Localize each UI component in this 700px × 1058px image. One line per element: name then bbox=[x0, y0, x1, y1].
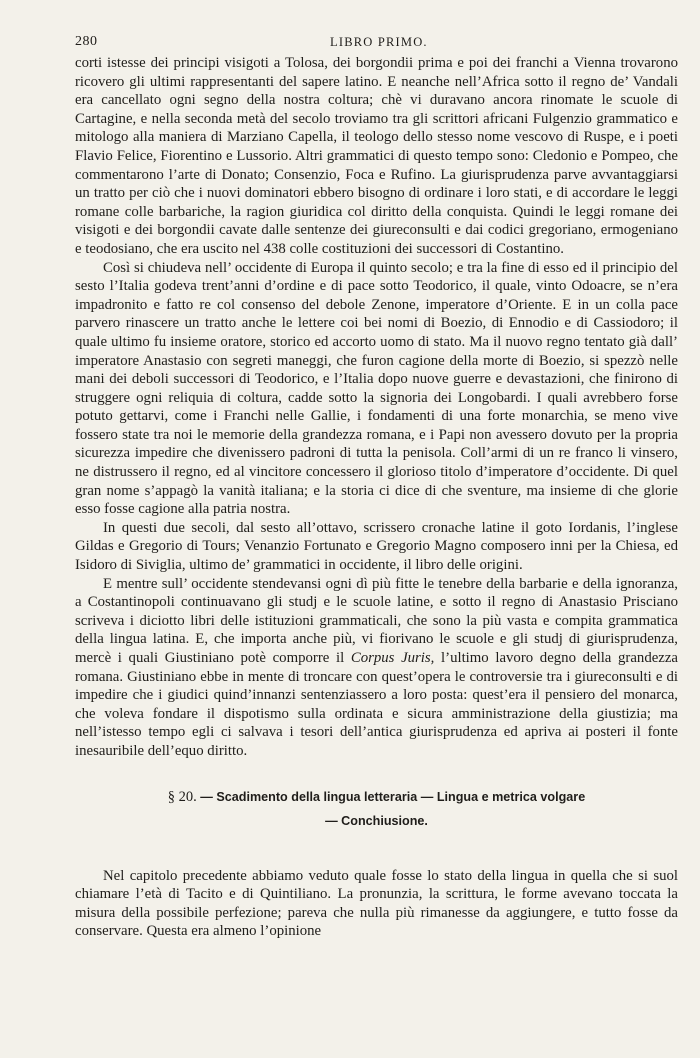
section-title-line-2: — Conchiusione. bbox=[325, 813, 428, 828]
text-segment: corti istesse dei principi visigoti a Tolosa, dei borgondii prima e poi dei franchi a Vienna trovarono ricovero gli ultimi rappresentanti del sapere latino. E neanche nell’Africa sotto il regno de’ Vandali era cancellato ogni segno della nostra coltura; chè vi duravano ancora rinomate le scuole di Cartagine, e nella seconda metà del secolo troviamo tra gli scrittori africani Fulgenzio grammatico e mitologo alla maniera di Marziano Capella, il teologo dello stesso nome vescovo di Ruspe, e i poeti Flavio Felice, Fiorentino e Lussorio. Altri grammatici di questo tempo sono: Cledonio e Pompeo, che commentarono l’arte di Donato; Consenzio, Foca e Rufino. La giurisprudenza parve avvantaggiarsi un tratto per ciò che i nuovi dominatori ebbero bisogno di ordinare i loro stati, e di accordare le leggi romane colle barbariche, la ragion giuridica col diritto della conquista. Quindi le leggi romane dei visigoti e dei borgondii cavate dalle sentenze dei giureconsulti e dai codici gregoriano, ermogeniano e teodosiano, che era uscito nel 438 colle costituzioni dei successori di Costantino. bbox=[75, 55, 678, 257]
running-head bbox=[75, 34, 678, 52]
body-text bbox=[75, 54, 678, 761]
body-paragraph bbox=[75, 54, 678, 259]
section-title-line-1: — Scadimento della lingua letteraria — Lingua e metrica volgare bbox=[200, 789, 586, 804]
text-segment: l’ultimo lavoro degno della grandezza romana. Giustiniano ebbe in mente di troncare con quest’opera le controversie tra i giureconsulti e di impedire che i giudici quind’innanzi sentenziassero a loro posta: quest’era il pensiero del monarca, che voleva fondare il dispotismo sulla ordinata e sicura amministrazione della giustizia; ma nell’istesso tempo egli ci salvava i tesori dell’antica giurisprudenza ed apriva ai posteri il fonte inesauribile dell’equo diritto. bbox=[75, 650, 678, 759]
text-segment: E mentre sull’ occidente stendevansi ogni dì più fitte le tenebre della barbarie e della ignoranza, a Costantinopoli continuavano gli studj e le scuole latine, e sotto il regno di Anastasio Prisciano scriveva i diciotto libri delle istituzioni grammaticali, che sono la più vasta e compita grammatica della lingua latina. E, che importa anche più, vi fiorivano le scuole e gli studj di giurisprudenza, mercè i quali Giustiniano potè comporre il bbox=[75, 575, 678, 666]
section-heading bbox=[75, 785, 678, 833]
body-paragraph bbox=[75, 575, 678, 761]
section-number: § 20. bbox=[167, 788, 197, 805]
text-segment: Così si chiudeva nell’ occidente di Europa il quinto secolo; e tra la fine di esso ed il principio del sesto l’Italia godeva trent’anni d’ordine e di pace sotto Teodorico, il quale, vinto Odoacre, se n’era impadronito e fatto re col consenso del debole Zenone, imperatore d’Oriente. E in un colla pace parvero rinascere un tratto anche le lettere coi bei nomi di Boezio, di Ennodio e di Cassiodoro; il quale ultimo fu insieme oratore, storico ed accorto uomo di stato. Ma il nuovo regno tentato già dall’ imperatore Anastasio con segreti maneggi, che furon cagione della morte di Boezio, si spezzò nelle mani dei deboli successori di Teodorico, e l’Italia dopo nuove guerre e devastazioni, che finirono di struggere ogni reliquia di coltura, cadde sotto la signoria dei Longobardi. I quali avrebbero forse potuto gettarvi, come i Franchi nelle Gallie, i fondamenti di una forte monarchia, se meno vive fossero state tra noi le memorie della grandezza romana, e i Papi non avessero dovuto per la propria sicurezza impedire che divenissero padroni di tutta la penisola. Coll’armi di un re franco li vinsero, ne distrussero il regno, ed al vincitore concessero il glorioso titolo d’imperatore d’occidente. Di quel gran nome s’appagò la vanità italiana; e la storia ci dice di che sventure, ma insieme di che glorie esso fosse cagione alla patria nostra. bbox=[75, 259, 678, 518]
text-segment: In questi due secoli, dal sesto all’ottavo, scrissero cronache latine il goto Iordanis, l’inglese Gildas e Gregorio di Tours; Venanzio Fortunato e Gregorio Magno composero inni per la Chiesa, ed Isidoro di Siviglia, ultimo de’ grammatici in occidente, il libro delle origini. bbox=[75, 519, 678, 574]
body-paragraph bbox=[75, 259, 678, 519]
page-number: 280 bbox=[75, 34, 98, 49]
closing-paragraph: Nel capitolo precedente abbiamo veduto quale fosse lo stato della lingua in quella che si suol chiamare l’età di Tacito e di Quintiliano. La pronunzia, la scrittura, le forme avevano toccata la misura della possibile perfezione; pareva che nulla più rimanesse da aggiungere, e tutto fosse da conservare. Questa era almeno l’opinione bbox=[75, 867, 678, 940]
running-title: LIBRO PRIMO. bbox=[330, 35, 428, 49]
italic-title: Corpus Juris, bbox=[350, 650, 435, 666]
body-paragraph bbox=[75, 519, 678, 575]
